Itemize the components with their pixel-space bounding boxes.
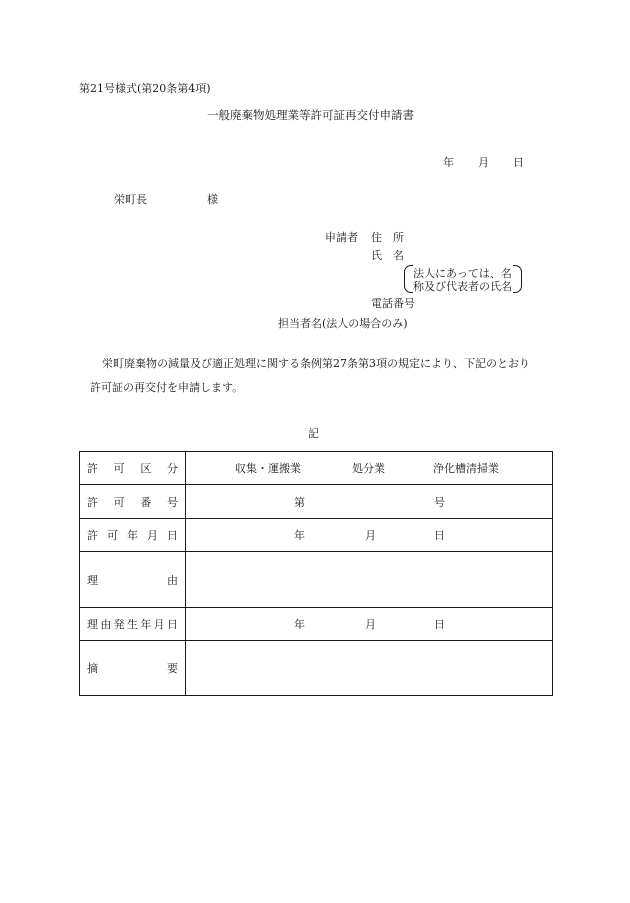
option-disposal[interactable]: 処分業: [352, 462, 385, 475]
phone-label: 電話番号: [371, 297, 415, 310]
reason-date-year: 年: [294, 618, 305, 631]
applicant-heading: 申請者: [325, 231, 358, 244]
form-number: 第21号様式(第20条第4項): [79, 82, 211, 95]
permit-date-month: 月: [365, 529, 376, 542]
reason-date-field[interactable]: [186, 608, 553, 641]
label-reason: 理 由: [80, 552, 186, 608]
table-row-permit-date: [80, 519, 553, 552]
permit-date-field[interactable]: [186, 519, 553, 552]
body-text-line2: 許可証の再交付を申請します。: [90, 381, 244, 394]
body-text-line1: 栄町廃棄物の減量及び適正処理に関する条例第27条第3項の規定により、下記のとおり: [102, 357, 530, 370]
address-label: 住 所: [371, 231, 404, 244]
reason-field[interactable]: [186, 552, 553, 608]
permit-number-go: 号: [434, 496, 445, 509]
application-table: [79, 451, 553, 696]
addressee-name: 栄町長: [114, 193, 147, 206]
table-row-reason-date: [80, 608, 553, 641]
left-paren: [404, 265, 413, 293]
label-remarks: 摘 要: [80, 641, 186, 696]
permit-date-day: 日: [434, 529, 445, 542]
permit-number-dai: 第: [294, 496, 305, 509]
table-row-remarks: [80, 641, 553, 696]
table-row-permit-number: [80, 485, 553, 519]
permit-number-field[interactable]: [186, 485, 553, 519]
permit-category-options: [186, 452, 553, 485]
name-label: 氏 名: [371, 249, 404, 262]
date-day: 日: [513, 156, 524, 169]
option-collection-transport[interactable]: 収集・運搬業: [235, 462, 301, 475]
label-permit-category: 許 可 区 分: [80, 452, 186, 485]
ki-heading: 記: [308, 427, 319, 440]
permit-date-year: 年: [294, 529, 305, 542]
table-row-permit-category: [80, 452, 553, 485]
option-septic-cleaning[interactable]: 浄化槽清掃業: [433, 462, 499, 475]
table-row-reason: [80, 552, 553, 608]
label-permit-date: 許 可 年 月 日: [80, 519, 186, 552]
contact-person-label: 担当者名(法人の場合のみ): [278, 317, 408, 330]
corporate-note-text: [413, 267, 512, 293]
label-reason-date: 理 由 発 生 年 月 日: [80, 608, 186, 641]
addressee-honorific: 様: [207, 193, 218, 206]
corporate-note: [404, 265, 522, 292]
reason-date-month: 月: [365, 618, 376, 631]
reason-date-day: 日: [434, 618, 445, 631]
date-year: 年: [443, 156, 454, 169]
label-permit-number: 許 可 番 号: [80, 485, 186, 519]
corporate-note-line2: 称及び代表者の氏名: [413, 280, 512, 293]
document-title: 一般廃棄物処理業等許可証再交付申請書: [207, 108, 414, 122]
corporate-note-line1: 法人にあっては、名: [413, 267, 512, 280]
right-paren: [513, 265, 522, 293]
remarks-field[interactable]: [186, 641, 553, 696]
date-month: 月: [478, 156, 489, 169]
